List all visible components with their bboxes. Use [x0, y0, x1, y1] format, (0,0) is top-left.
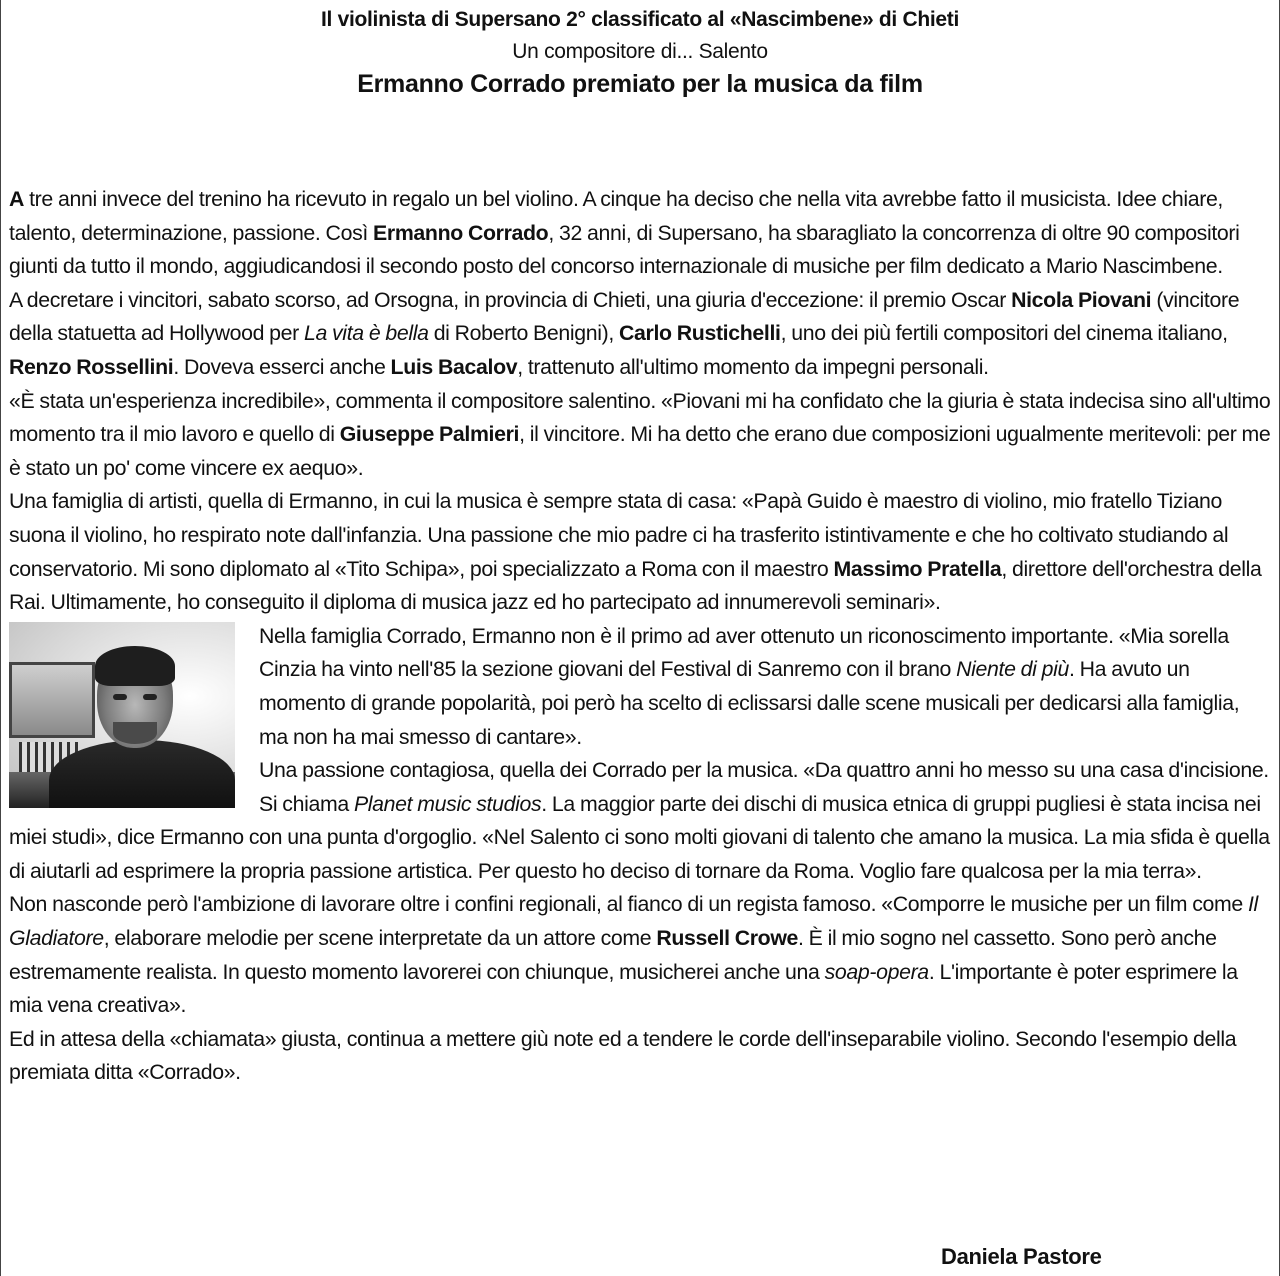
paragraph-1 — [9, 183, 1273, 284]
text-span: , il vincitore. Mi ha detto che erano due composizioni ugualmente meritevoli: per me è stato un po' come vincere ex aequo». — [9, 422, 1271, 480]
author-signature: Daniela Pastore — [941, 1244, 1102, 1269]
text-span: , elaborare melodie per scene interpretate da un attore come — [103, 926, 657, 951]
name-renzo-rossellini: Renzo Rossellini — [9, 354, 174, 379]
text-span: Nella famiglia Corrado, Ermanno non è il primo ad aver ottenuto un riconoscimento importante. «Mia sorella Cinzia ha vinto nell'85 la sezione giovani del Festival di Sanremo con il brano — [259, 623, 1229, 682]
article-title: Ermanno Corrado premiato per la musica da film — [357, 70, 923, 98]
text-span: Una passione contagiosa, quella dei Corrado per la musica. «Da quattro anni ho messo su una casa d'incisione. Si chiama — [259, 758, 1269, 816]
text-span: Una famiglia di artisti, quella di Ermanno, in cui la musica è sempre stata di casa: «Papà Guido è maestro di violino, mio fratello Tiziano suona il violino, ho respirato note dall'infanzia. Una passione che mio padre ci ha trasferito istintivamente e che ho coltivato studiando al conservatorio. Mi sono diplomato al «Tito Schipa», poi specializzato a Roma con il maestro — [9, 489, 1229, 581]
text-span: . L'importante è poter esprimere la mia vena creativa». — [9, 959, 1238, 1018]
paragraph-7 — [9, 888, 1273, 1022]
article-body — [9, 183, 1273, 1090]
portrait-photo — [9, 622, 235, 808]
subkicker-headline: Un compositore di... Salento — [512, 40, 768, 63]
text-span: (vincitore della statuetta ad Hollywood per — [9, 287, 1240, 346]
text-span: , uno dei più fertili compositori del cinema italiano, — [780, 321, 1228, 346]
kicker-headline: Il violinista di Supersano 2° classificato al «Nascimbene» di Chieti — [320, 8, 960, 31]
text-span: , trattenuto all'ultimo momento da impegni personali. — [517, 354, 989, 379]
name-carlo-rustichelli: Carlo Rustichelli — [619, 321, 781, 346]
soap-opera-term: soap-opera — [824, 959, 929, 984]
paragraph-8 — [9, 1023, 1273, 1090]
text-span: , direttore dell'orchestra della Rai. Ultimamente, ho conseguito il diploma di musica jazz ed ho partecipato ad innumerevoli seminari». — [9, 556, 1262, 615]
paragraph-4 — [9, 485, 1273, 619]
text-span: «È stata un'esperienza incredibile», commenta il compositore salentino. «Piovani mi ha confidato che la giuria è stata indecisa sino all'ultimo momento tra il mio lavoro e quello di — [9, 388, 1271, 447]
name-massimo-pratella: Massimo Pratella — [833, 556, 1002, 581]
text-span: Ed in attesa della «chiamata» giusta, continua a mettere giù note ed a tendere le corde dell'inseparabile violino. Secondo l'esempio della premiata ditta «Corrado». — [9, 1026, 1237, 1085]
text-span: Non nasconde però l'ambizione di lavorare oltre i confini regionali, al fianco di un regista famoso. «Comporre le musiche per un film come — [9, 892, 1248, 917]
paragraph-2 — [9, 284, 1273, 385]
drop-letter: A — [9, 187, 25, 211]
film-title-la-vita-e-bella: La vita è bella — [303, 321, 429, 346]
name-nicola-piovani: Nicola Piovani — [1011, 287, 1152, 312]
text-span: , 32 anni, di Supersano, ha sbaragliato la concorrenza di oltre 90 compositori giunti da tutto il mondo, aggiudicandosi il secondo posto del concorso internazionale di musiche per film dedicato a Mario Nascimbene. — [9, 220, 1240, 279]
song-title-niente-di-piu: Niente di più — [956, 657, 1069, 682]
text-span: . Doveva esserci anche — [173, 354, 391, 379]
name-ermanno-corrado: Ermanno Corrado — [373, 220, 549, 245]
text-span: A decretare i vincitori, sabato scorso, ad Orsogna, in provincia di Chieti, una giuria d'eccezione: il premio Oscar — [9, 287, 1012, 312]
text-span: . È il mio sogno nel cassetto. Sono però anche estremamente realista. In questo momento lavorerei con chiunque, musicherei anche una — [9, 926, 1217, 984]
studio-name: Planet music studios — [353, 791, 542, 816]
text-span: tre anni invece del trenino ha ricevuto in regalo un bel violino. A cinque ha deciso che nella vita avrebbe fatto il musicista. Idee chiare, talento, determinazione, passione. Così — [9, 187, 1224, 245]
text-span: . Ha avuto un momento di grande popolarità, poi però ha scelto di eclissarsi dalle scene musicali per dedicarsi alla famiglia, ma non ha mai smesso di cantare». — [259, 657, 1240, 749]
text-span: . La maggior parte dei dischi di musica etnica di gruppi pugliesi è stata incisa nei miei studi», dice Ermanno con una punta d'orgoglio. «Nel Salento ci sono molti giovani di talento che amano la musica. La mia sfida è quella di aiutarli ad esprimere la propria passione artistica. Per questo ho deciso di tornare da Roma. Voglio fare qualcosa per la mia terra». — [9, 791, 1270, 883]
film-title-il-gladiatore: Il Gladiatore — [9, 892, 1258, 951]
name-giuseppe-palmieri: Giuseppe Palmieri — [339, 422, 520, 447]
text-span: di Roberto Benigni), — [428, 321, 619, 346]
paragraph-3 — [9, 385, 1273, 486]
name-luis-bacalov: Luis Bacalov — [390, 354, 518, 379]
name-russell-crowe: Russell Crowe — [656, 926, 799, 951]
